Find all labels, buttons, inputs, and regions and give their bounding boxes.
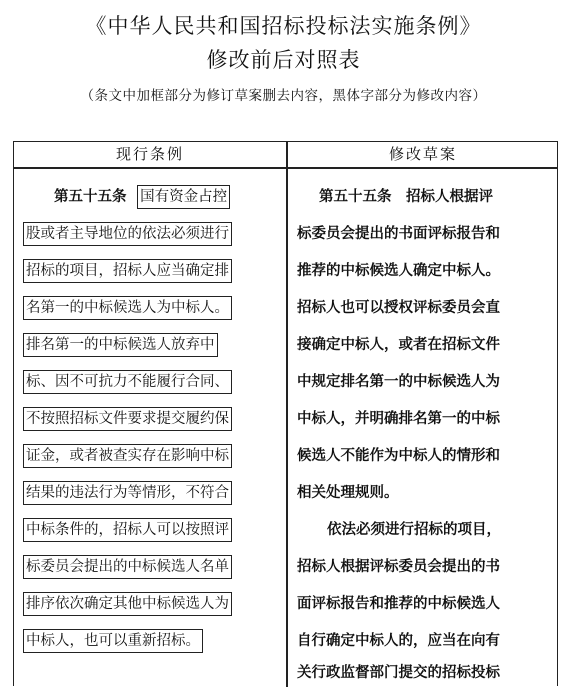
- document-title: 《中华人民共和国招标投标法实施条例》: [85, 14, 482, 38]
- left-line-10: [23, 518, 232, 542]
- right-line-11: 招标人根据评标委员会提出的书: [297, 559, 500, 575]
- header-current-regulation: 现行条例: [115, 145, 184, 163]
- left-line-1: [54, 185, 230, 209]
- right-line-5: 接确定中标人，或者在招标文件: [297, 337, 500, 353]
- left-line-13: [23, 629, 203, 653]
- left-line-7: [23, 407, 232, 431]
- deleted-text: 中标条件的，招标人可以按照评: [23, 518, 232, 542]
- left-line-11: [23, 555, 232, 579]
- left-line-5: [23, 333, 218, 357]
- deleted-text: 名第一的中标候选人为中标人。: [23, 296, 232, 320]
- left-line-3: [23, 259, 232, 283]
- right-line-3: 推荐的中标候选人确定中标人。: [297, 263, 500, 279]
- right-line-2: 标委员会提出的书面评标报告和: [297, 226, 500, 242]
- deleted-text: 招标的项目，招标人应当确定排: [23, 259, 232, 283]
- deleted-text: 结果的违法行为等情形，不符合: [23, 481, 232, 505]
- deleted-text: 排序依次确定其他中标候选人为: [23, 592, 232, 616]
- right-line-13: 自行确定中标人的，应当在向有: [297, 633, 500, 649]
- left-line-4: [23, 296, 232, 320]
- deleted-text: 标、因不可抗力不能履行合同、: [23, 370, 232, 394]
- deleted-text: 标委员会提出的中标候选人名单: [23, 555, 232, 579]
- right-line-14: 关行政监督部门提交的招标投标: [297, 665, 500, 681]
- deleted-text: 不按照招标文件要求提交履约保: [23, 407, 232, 431]
- right-line-12: 面评标报告和推荐的中标候选人: [297, 596, 500, 612]
- right-line-4: 招标人也可以授权评标委员会直: [297, 300, 500, 316]
- left-line-6: [23, 370, 232, 394]
- deleted-text: 股或者主导地位的依法必须进行: [23, 222, 232, 246]
- deleted-text: 排名第一的中标候选人放弃中: [23, 333, 218, 357]
- article-number: 第五十五条: [54, 189, 127, 205]
- right-line-7: 中标人，并明确排名第一的中标: [297, 411, 500, 427]
- comparison-table: [13, 141, 558, 686]
- left-line-2: [23, 222, 232, 246]
- deleted-text: 中标人，也可以重新招标。: [23, 629, 203, 653]
- deleted-text: 证金，或者被查实存在影响中标: [23, 444, 232, 468]
- right-line-9: 相关处理规则。: [297, 485, 399, 501]
- left-line-8: [23, 444, 232, 468]
- document-note: （条文中加框部分为修订草案删去内容，黑体字部分为修改内容）: [80, 88, 487, 104]
- left-line-9: [23, 481, 232, 505]
- right-line-8: 候选人不能作为中标人的情形和: [297, 448, 500, 464]
- column-divider: [286, 142, 288, 687]
- right-line-1: 第五十五条 招标人根据评: [319, 189, 493, 205]
- header-divider: [14, 167, 557, 169]
- document-subtitle: 修改前后对照表: [206, 48, 361, 72]
- left-line-12: [23, 592, 232, 616]
- right-line-6: 中规定排名第一的中标候选人为: [297, 374, 500, 390]
- deleted-text: 国有资金占控: [137, 185, 230, 209]
- right-line-10: 依法必须进行招标的项目，: [327, 522, 501, 538]
- header-draft-amendment: 修改草案: [388, 145, 457, 163]
